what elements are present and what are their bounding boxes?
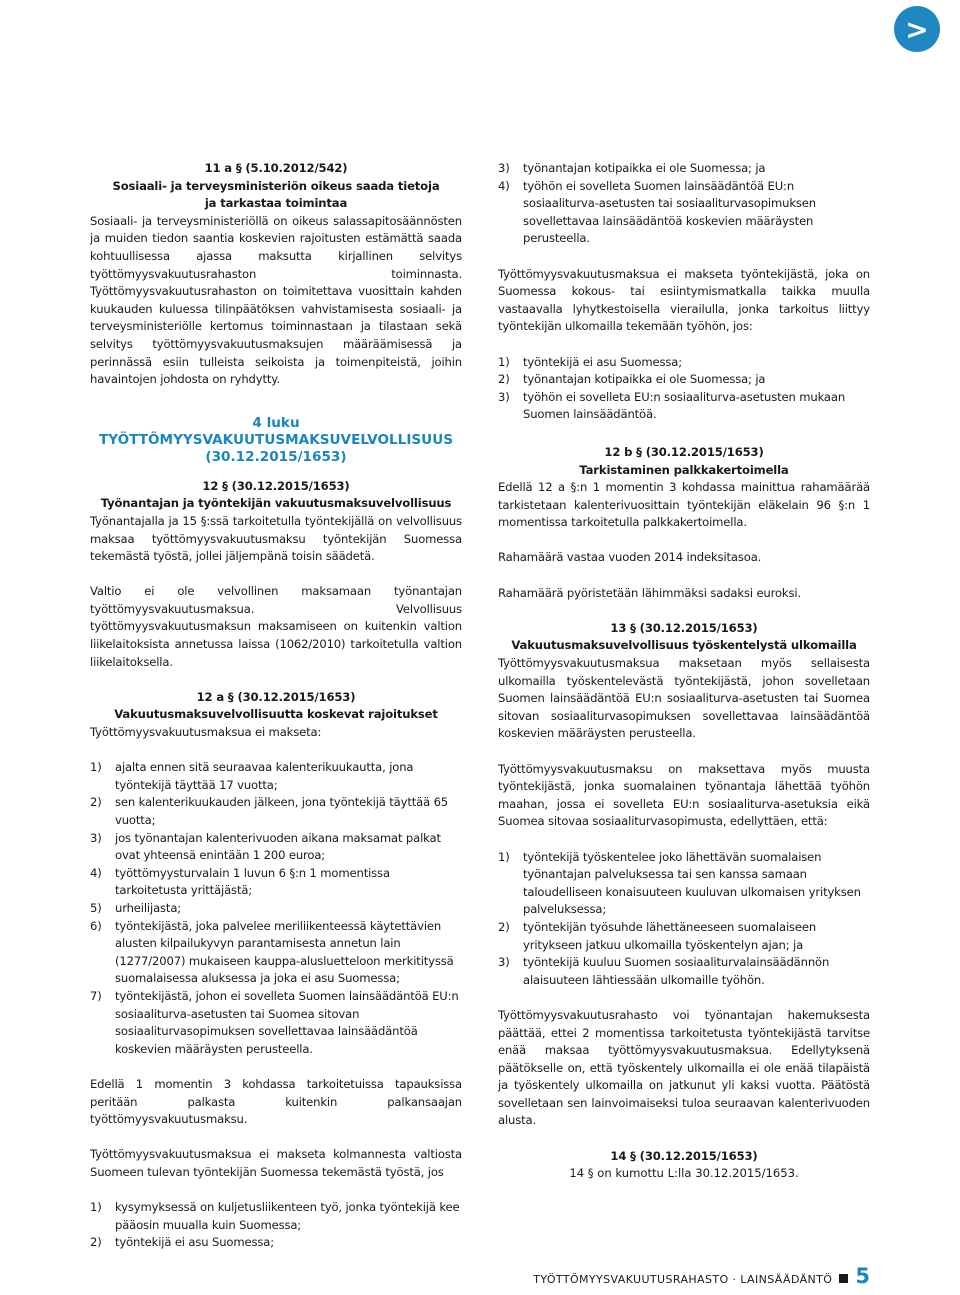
list-item-text: työntekijä työskentelee joko lähettävän suomalaisen työnantajan palveluksessa tai sen kanssa samaan taloudelliseen konaisuuteen kuuluvan ulkomaisen yrityksen palveluksessa; bbox=[523, 849, 861, 917]
chapter-number: 4 luku bbox=[252, 414, 300, 431]
list-item-text: työnantajan kotipaikka ei ole Suomessa; ja bbox=[523, 372, 766, 387]
list-item-text: urheilijasta; bbox=[115, 900, 182, 915]
section-13-paragraph-2: Työttömyysvakuutusmaksu on maksettava myös muusta työntekijästä, jonka suomalainen työnantaja lähettää työhön maahan, jossa ei sovelleta EU:n sosiaaliturva-asetuksia eikä Suomea sitovaa sosiaaliturvasopimusta, edellyttäen, että: bbox=[498, 761, 870, 829]
list-item bbox=[90, 830, 462, 865]
section-12a-paragraph-3: Työttömyysvakuutusmaksua ei makseta kolmannesta valtiosta Suomeen tulevan työntekijän Suomessa tekemästä työstä, jos bbox=[90, 1147, 462, 1179]
section-11a-title: 11 a § (5.10.2012/542) bbox=[204, 161, 348, 175]
list-item-text: työntekijä ei asu Suomessa; bbox=[115, 1235, 274, 1250]
section-12b-paragraph-3: Rahamäärä pyöristetään lähimmäksi sadaksi euroksi. bbox=[498, 585, 801, 600]
chapter-date: (30.12.2015/1653) bbox=[205, 448, 347, 465]
right-column bbox=[498, 160, 870, 1183]
list-item bbox=[90, 900, 462, 918]
list-item bbox=[498, 849, 870, 919]
chevron-right-icon: > bbox=[905, 12, 929, 46]
section-12a-list bbox=[90, 759, 462, 1058]
list-item-number: 5) bbox=[90, 900, 102, 915]
list-item bbox=[498, 919, 870, 954]
section-12b-title: 12 b § (30.12.2015/1653) bbox=[604, 444, 764, 459]
list-item-number: 2) bbox=[90, 795, 102, 810]
section-13-subtitle: Vakuutusmaksuvelvollisuus työskentelystä ulkomailla bbox=[511, 638, 857, 653]
list-item-text: työnantajan kotipaikka ei ole Suomessa; ja bbox=[523, 161, 766, 175]
section-12a-intro: Työttömyysvakuutusmaksua ei makseta: bbox=[90, 725, 322, 740]
list-item bbox=[498, 371, 870, 389]
page-number: 5 bbox=[855, 1264, 870, 1288]
section-12a-list-2 bbox=[90, 1199, 462, 1252]
footer-text: TYÖTTÖMYYSVAKUUTUSRAHASTO · LAINSÄÄDÄNTÖ bbox=[533, 1273, 833, 1286]
section-12a-title: 12 a § (30.12.2015/1653) bbox=[196, 689, 356, 704]
list-item-number: 3) bbox=[90, 830, 102, 845]
section-12-subtitle: Työnantajan ja työntekijän vakuutusmaksuvelvollisuus bbox=[100, 496, 452, 511]
list-item-text: työhön ei sovelleta Suomen lainsäädäntöä EU:n sosiaaliturva-asetusten tai sosiaaliturvasopimuksen sovellettavaa lainsäädäntöä koskevien määräysten perusteella. bbox=[523, 178, 816, 246]
list-item-number: 1) bbox=[90, 760, 102, 775]
chapter-title: TYÖTTÖMYYSVAKUUTUSMAKSUVELVOLLISUUS bbox=[98, 431, 454, 448]
section-12b-subtitle: Tarkistaminen palkkakertoimella bbox=[579, 462, 789, 477]
list-item-text: työntekijästä, joka palvelee meriliikenteessä käytettävien alusten kilpailukyvyn parantamisesta annetun lain (1277/2007) mukaiseen kauppa-alusluetteloon merkitityssä suomalaisessa aluksessa ja joka ei asu Suomessa; bbox=[115, 918, 454, 986]
list-item bbox=[498, 389, 870, 424]
list-item-number: 1) bbox=[498, 354, 510, 369]
section-13-paragraph-1: Työttömyysvakuutusmaksua maksetaan myös sellaisesta ulkomailla työskentelevästä työntekijästä, johon sovelletaan Suomen lainsäädäntöä EU:n sosiaaliturva-asetusten tai Suomea sitovan sosiaaliturvasopimuksen sovellettavaa lainsäädäntöä koskevien määräysten perusteella. bbox=[498, 656, 870, 741]
section-14-text: 14 § on kumottu L:lla 30.12.2015/1653. bbox=[569, 1166, 799, 1181]
section-11a-subtitle-2: ja tarkastaa toimintaa bbox=[204, 196, 348, 211]
list-item bbox=[90, 865, 462, 900]
list-item-text: jos työnantajan kalenterivuoden aikana maksamat palkat ovat yhteensä enintään 1 200 euroa; bbox=[115, 830, 441, 863]
section-12a-paragraph-2: Edellä 1 momentin 3 kohdassa tarkoitetuissa tapauksissa peritään palkasta kuitenkin palkansaajan työttömyysvakuutusmaksu. bbox=[90, 1076, 462, 1127]
list-item-number: 7) bbox=[90, 988, 102, 1003]
section-12-paragraph-1: Työnantajalla ja 15 §:ssä tarkoitetulla työntekijällä on velvollisuus maksaa työttömyysvakuutusmaksu työntekijän Suomessa tekemästä työstä, jollei jäljempänä toisin säädetä. bbox=[90, 513, 462, 564]
visit-conditions-list bbox=[498, 354, 870, 424]
chapter-heading bbox=[90, 415, 462, 466]
list-item-number: 2) bbox=[498, 919, 510, 934]
page-footer bbox=[533, 1266, 870, 1287]
list-item-number: 4) bbox=[90, 865, 102, 880]
section-13-conditions-list bbox=[498, 849, 870, 990]
list-item bbox=[90, 759, 462, 794]
list-item-text: sen kalenterikuukauden jälkeen, jona työntekijä täyttää 65 vuotta; bbox=[115, 795, 449, 827]
list-item-number: 4) bbox=[498, 178, 510, 193]
list-continued bbox=[498, 160, 870, 248]
list-item bbox=[90, 794, 462, 829]
list-item-text: työntekijä kuuluu Suomen sosiaaliturvalainsäädännön alaisuuteen lähtiessään ulkomaille työhön. bbox=[523, 955, 830, 987]
list-item-number: 1) bbox=[90, 1200, 102, 1215]
section-11a-subtitle-1: Sosiaali- ja terveysministeriön oikeus saada tietoja bbox=[112, 178, 440, 193]
list-item-text: työttömyysturvalain 1 luvun 6 §:n 1 momentissa tarkoitetusta yrittäjästä; bbox=[115, 865, 390, 898]
list-item bbox=[498, 354, 870, 372]
section-14-title: 14 § (30.12.2015/1653) bbox=[610, 1148, 758, 1163]
left-column bbox=[90, 160, 462, 1252]
list-item bbox=[90, 988, 462, 1058]
visit-paragraph: Työttömyysvakuutusmaksua ei makseta työntekijästä, joka on Suomessa kokous- tai esiintymismatkalla taikka muulla vastaavalla lyhytkestoisella vierailulla, jonka tarkoitus liittyy työntekijän ulkomailla tekemään työhön, jos: bbox=[498, 266, 870, 334]
list-item-number: 1) bbox=[498, 849, 510, 864]
list-item bbox=[90, 1234, 462, 1252]
section-12-paragraph-2: Valtio ei ole velvollinen maksamaan työnantajan työttömyysvakuutusmaksua. Velvollisuus työttömyysvakuutusmaksun maksamiseen on kuitenkin valtion liikelaitoksista annetussa laissa (1062/2010) tarkoitetulla valtion liikelaitoksella. bbox=[90, 584, 462, 669]
section-13-title: 13 § (30.12.2015/1653) bbox=[610, 620, 758, 635]
section-13-paragraph-3: Työttömyysvakuutusrahasto voi työnantajan hakemuksesta päättää, ettei 2 momentissa tarkoitetusta työntekijästä tarvitse enää maksaa työttömyysvakuutusmaksua. Edellytyksenä päätökselle on, että työskentely ulkomailla ei ole enää tilapäistä ja työskentely ulkomailla on jatkunut yli kaksi vuotta. Päätöstä sovelletaan sen lainvoimaiseksi tuloa seuraavan kalenterivuoden alusta. bbox=[498, 1007, 870, 1128]
list-item bbox=[498, 954, 870, 989]
list-item-number: 2) bbox=[90, 1235, 102, 1250]
section-12b-paragraph-1: Edellä 12 a §:n 1 momentin 3 kohdassa mainittua rahamäärää tarkistetaan kalenterivuosittain työntekijän eläkelain 96 §:n 1 momentissa tarkoitetulla palkkakertoimella. bbox=[498, 480, 870, 530]
section-11a-paragraph: Sosiaali- ja terveysministeriöllä on oikeus salassapitosäännösten ja muiden tiedon saantia koskevien rajoitusten estämättä saada kohtuullisessa ajassa maksutta kirjallinen selvitys työttömyysvakuutusrahaston toiminnasta. Työttömyysvakuutusrahaston on toimitettava vuosittain kahden kuukauden kuluessa tilinpäätöksen vahvistamisesta sosiaali- ja terveysministeriölle kertomus toiminnastaan ja tilastaan sekä selvitys työttömyysvakuutusmaksujen määräämisessä ja perinnässä esiin tulleista seikoista ja toimenpiteistä, joihin havaintojen johdosta on ryhdytty. bbox=[90, 213, 462, 387]
square-icon bbox=[839, 1274, 848, 1283]
list-item-number: 6) bbox=[90, 918, 102, 933]
list-item bbox=[498, 160, 870, 178]
section-12-title: 12 § (30.12.2015/1653) bbox=[202, 478, 350, 493]
next-page-button[interactable] bbox=[894, 6, 940, 52]
list-item-number: 3) bbox=[498, 161, 510, 175]
section-12a-subtitle: Vakuutusmaksuvelvollisuutta koskevat rajoitukset bbox=[114, 707, 438, 722]
list-item-number: 2) bbox=[498, 372, 510, 387]
list-item-text: kysymyksessä on kuljetusliikenteen työ, jonka työntekijä kee pääosin muualla kuin Suomessa; bbox=[115, 1200, 460, 1232]
list-item-text: työntekijästä, johon ei sovelleta Suomen lainsäädäntöä EU:n sosiaaliturva-asetusten tai Suomea sitovan sosiaaliturvasopimuksen sovellettavaa lainsäädäntöä koskevien määräysten perusteella. bbox=[115, 988, 459, 1056]
list-item-text: työntekijän työsuhde lähettäneeseen suomalaiseen yritykseen jatkuu ulkomailla työskentelyn ajan; ja bbox=[523, 919, 817, 952]
list-item-number: 3) bbox=[498, 955, 510, 970]
section-12b-paragraph-2: Rahamäärä vastaa vuoden 2014 indeksitasoa. bbox=[498, 550, 762, 565]
list-item-text: työntekijä ei asu Suomessa; bbox=[523, 354, 682, 369]
list-item-text: työhön ei sovelleta EU:n sosiaaliturva-asetusten mukaan Suomen lainsäädäntöä. bbox=[523, 389, 846, 422]
list-item-number: 3) bbox=[498, 389, 510, 404]
list-item bbox=[90, 1199, 462, 1234]
list-item bbox=[498, 178, 870, 248]
list-item bbox=[90, 918, 462, 988]
list-item-text: ajalta ennen sitä seuraavaa kalenterikuukautta, jona työntekijä täyttää 17 vuotta; bbox=[115, 760, 414, 792]
